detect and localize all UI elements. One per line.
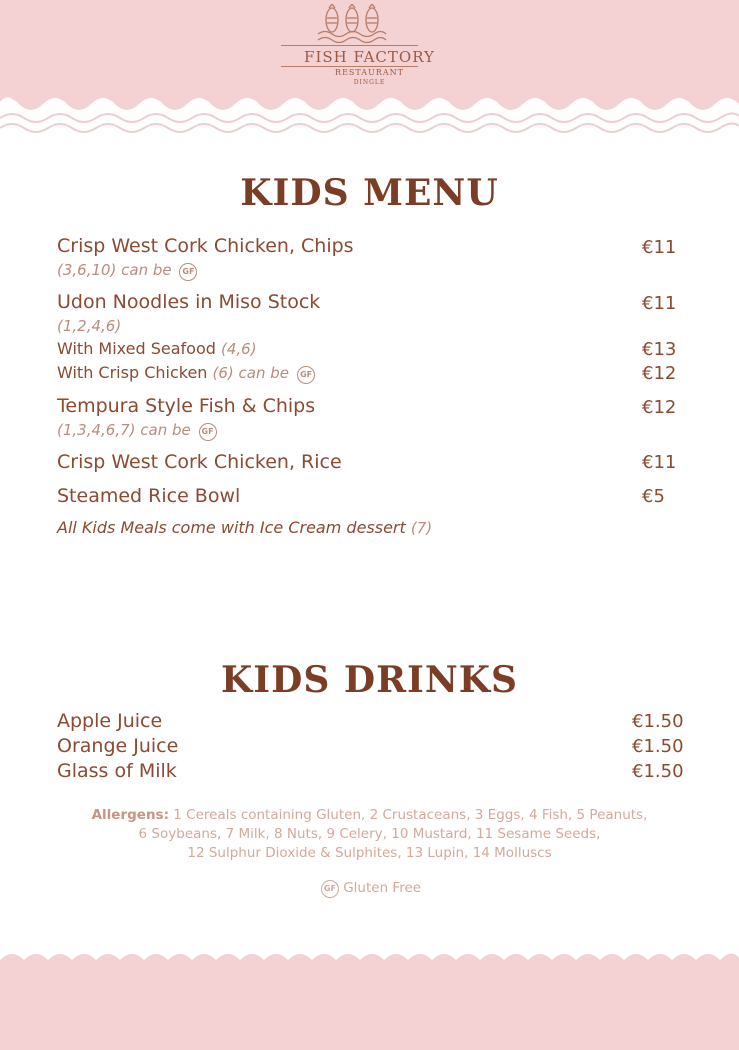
- drink-item-name: Glass of Milk: [57, 760, 177, 782]
- gluten-free-label: Gluten Free: [343, 880, 422, 896]
- menu-sub-item: [57, 339, 257, 358]
- menu-item-name: Crisp West Cork Chicken, Chips: [57, 235, 354, 257]
- menu-item-name: Crisp West Cork Chicken, Rice: [57, 451, 342, 473]
- allergen-codes: (6) can be: [212, 364, 289, 382]
- drink-item-price: €1.50: [632, 761, 684, 782]
- restaurant-name: FISH FACTORY: [304, 48, 435, 66]
- kids-menu-title: KIDS MENU: [240, 172, 499, 214]
- footer-wave-band: [0, 930, 739, 1050]
- menu-item-price: €5: [642, 486, 665, 507]
- allergen-codes: (7): [410, 519, 433, 537]
- menu-item-price: €11: [642, 293, 677, 314]
- sub-item-name: With Crisp Chicken: [57, 363, 208, 382]
- allergen-line: 12 Sulphur Dioxide & Sulphites, 13 Lupin, 14 Molluscs: [187, 845, 552, 861]
- menu-item-price: €12: [642, 397, 677, 418]
- restaurant-subtitle: RESTAURANT: [335, 68, 404, 77]
- drink-item-name: Apple Juice: [57, 710, 163, 732]
- menu-item-allergens: [57, 261, 197, 281]
- fish-logo-icon: [316, 4, 424, 46]
- gluten-free-icon: GF: [179, 263, 197, 281]
- allergen-line: 6 Soybeans, 7 Milk, 8 Nuts, 9 Celery, 10 Mustard, 11 Sesame Seeds,: [138, 826, 601, 842]
- dessert-note: [57, 518, 432, 537]
- logo-divider: [281, 45, 418, 46]
- restaurant-logo: [0, 0, 739, 95]
- allergen-line: [0, 806, 739, 825]
- menu-item-price: €12: [642, 363, 677, 384]
- gluten-free-icon: GF: [321, 880, 339, 898]
- allergen-codes: (1,3,4,6,7) can be: [57, 421, 191, 439]
- gluten-free-icon: GF: [199, 423, 217, 441]
- drink-item-price: €1.50: [632, 736, 684, 757]
- kids-drinks-title: KIDS DRINKS: [220, 659, 519, 701]
- allergen-codes: (4,6): [221, 340, 257, 358]
- gluten-free-legend: [0, 880, 739, 898]
- sub-item-name: With Mixed Seafood: [57, 339, 216, 358]
- note-text: All Kids Meals come with Ice Cream dessert: [57, 518, 406, 537]
- drink-item-name: Orange Juice: [57, 735, 179, 757]
- restaurant-location: DINGLE: [353, 79, 386, 86]
- menu-item-allergens: [57, 421, 217, 441]
- menu-item-name: Tempura Style Fish & Chips: [57, 395, 316, 417]
- allergen-legend: [0, 806, 739, 863]
- logo-divider: [281, 66, 418, 67]
- allergen-codes: (3,6,10) can be: [57, 261, 172, 279]
- drink-item-price: €1.50: [632, 711, 684, 732]
- menu-sub-item: [57, 363, 315, 384]
- allergen-label: Allergens:: [91, 807, 169, 823]
- menu-item-name: Steamed Rice Bowl: [57, 485, 241, 507]
- menu-item-name: Udon Noodles in Miso Stock: [57, 291, 321, 313]
- menu-item-price: €13: [642, 339, 677, 360]
- menu-item-price: €11: [642, 452, 677, 473]
- menu-item-price: €11: [642, 237, 677, 258]
- gluten-free-icon: GF: [297, 366, 315, 384]
- allergen-text: 1 Cereals containing Gluten, 2 Crustaceans, 3 Eggs, 4 Fish, 5 Peanuts,: [173, 807, 648, 823]
- menu-item-allergens: (1,2,4,6): [57, 317, 122, 335]
